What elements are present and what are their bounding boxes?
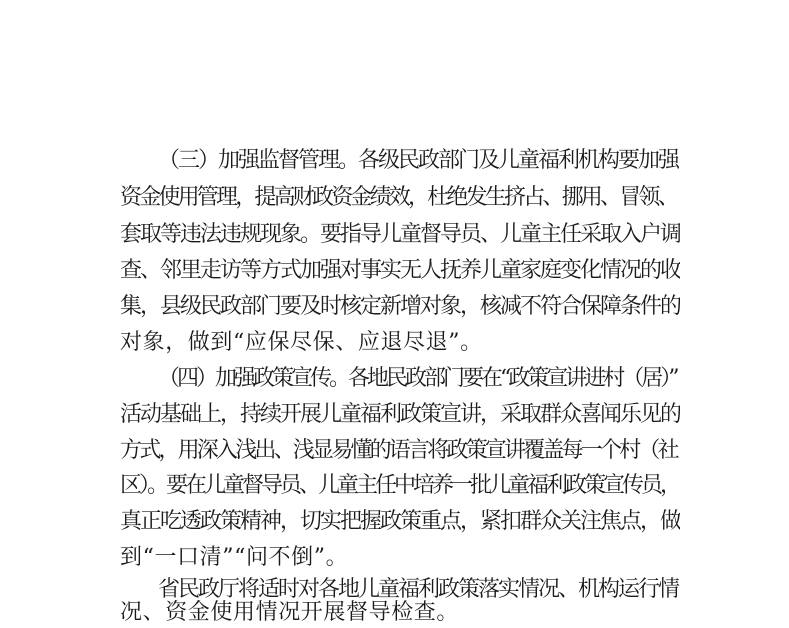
text-line: （四）加强政策宣传。各地民政部门要在“政策宣讲进村（居）” (158, 366, 677, 391)
text-line: 查、邻里走访等方式加强对事实无人抚养儿童家庭变化情况的收 (120, 258, 680, 283)
text-line: 活动基础上，持续开展儿童福利政策宣讲，采取群众喜闻乐见的 (120, 402, 680, 427)
text-line: 到“一口清”“问不倒”。 (120, 545, 349, 570)
text-line: 资金使用管理，提高财政资金绩效，杜绝发生挤占、挪用、冒领、 (120, 185, 677, 210)
text-line: 集，县级民政部门要及时核定新增对象，核减不符合保障条件的 (120, 294, 680, 319)
text-line: 区）。要在儿童督导员、儿童主任中培养一批儿童福利政策宣传员， (120, 473, 680, 498)
text-line: （三）加强监督管理。各级民政部门及儿童福利机构要加强 (158, 148, 679, 173)
text-line: 套取等违法违规现象。要指导儿童督导员、儿童主任采取入户调 (120, 222, 680, 247)
text-line: 况、资金使用情况开展督导检查。 (120, 600, 460, 625)
text-line: 省民政厅将适时对各地儿童福利政策落实情况、机构运行情 (158, 577, 679, 602)
text-line: 真正吃透政策精神，切实把握政策重点，紧扣群众关注焦点，做 (120, 509, 680, 534)
text-line: 对象，做到“应保尽保、应退尽退”。 (120, 330, 483, 355)
text-line: 方式，用深入浅出、浅显易懂的语言将政策宣讲覆盖每一个村（社 (120, 438, 677, 463)
